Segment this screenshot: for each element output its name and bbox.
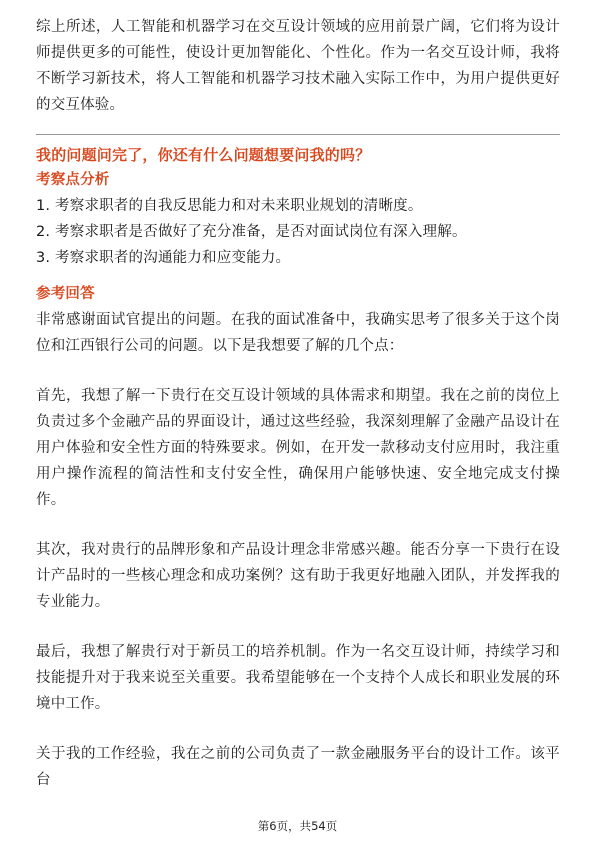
intro-paragraph: 综上所述，人工智能和机器学习在交互设计领域的应用前景广阔，它们将为设计师提供更多的可能性，使设计更加智能化、个性化。作为一名交互设计师，我将不断学习新技术，将人工智能和机器学习技术融入实际工作中，为用户提供更好的交互体验。 [36, 19, 560, 113]
analysis-point-3: 3. 考察求职者的沟通能力和应变能力。 [36, 250, 291, 266]
analysis-point-2: 2. 考察求职者是否做好了充分准备，是否对面试岗位有深入理解。 [36, 224, 467, 240]
answer-title: 参考回答 [36, 286, 95, 302]
question-heading: 我的问题问完了，你还有什么问题想要问我的吗？ [36, 146, 371, 164]
analysis-title: 考察点分析 [36, 172, 110, 188]
answer-paragraph-3: 其次，我对贵行的品牌形象和产品设计理念非常感兴趣。能否分享一下贵行在设计产品时的一些核心理念和成功案例？这有助于我更好地融入团队，并发挥我的专业能力。 [36, 542, 560, 610]
page-number-footer: 第6页，共54页 [257, 819, 338, 833]
analysis-point-1: 1. 考察求职者的自我反思能力和对未来职业规划的清晰度。 [36, 198, 423, 214]
answer-paragraph-5: 关于我的工作经验，我在之前的公司负责了一款金融服务平台的设计工作。该平台 [36, 746, 560, 788]
answer-paragraph-4: 最后，我想了解贵行对于新员工的培养机制。作为一名交互设计师，持续学习和技能提升对于我来说至关重要。我希望能够在一个支持个人成长和职业发展的环境中工作。 [36, 644, 560, 712]
section-divider [36, 134, 560, 135]
document-page [36, 14, 560, 793]
answer-paragraph-2: 首先，我想了解一下贵行在交互设计领域的具体需求和期望。我在之前的岗位上负责过多个金融产品的界面设计，通过这些经验，我深刻理解了金融产品设计在用户体验和安全性方面的特殊要求。例如，在开发一款移动支付应用时，我注重用户操作流程的简洁性和支付安全性，确保用户能够快速、安全地完成支付操作。 [36, 388, 560, 508]
answer-paragraph-1: 非常感谢面试官提出的问题。在我的面试准备中，我确实思考了很多关于这个岗位和江西银行公司的问题。以下是我想要了解的几个点： [36, 312, 560, 354]
